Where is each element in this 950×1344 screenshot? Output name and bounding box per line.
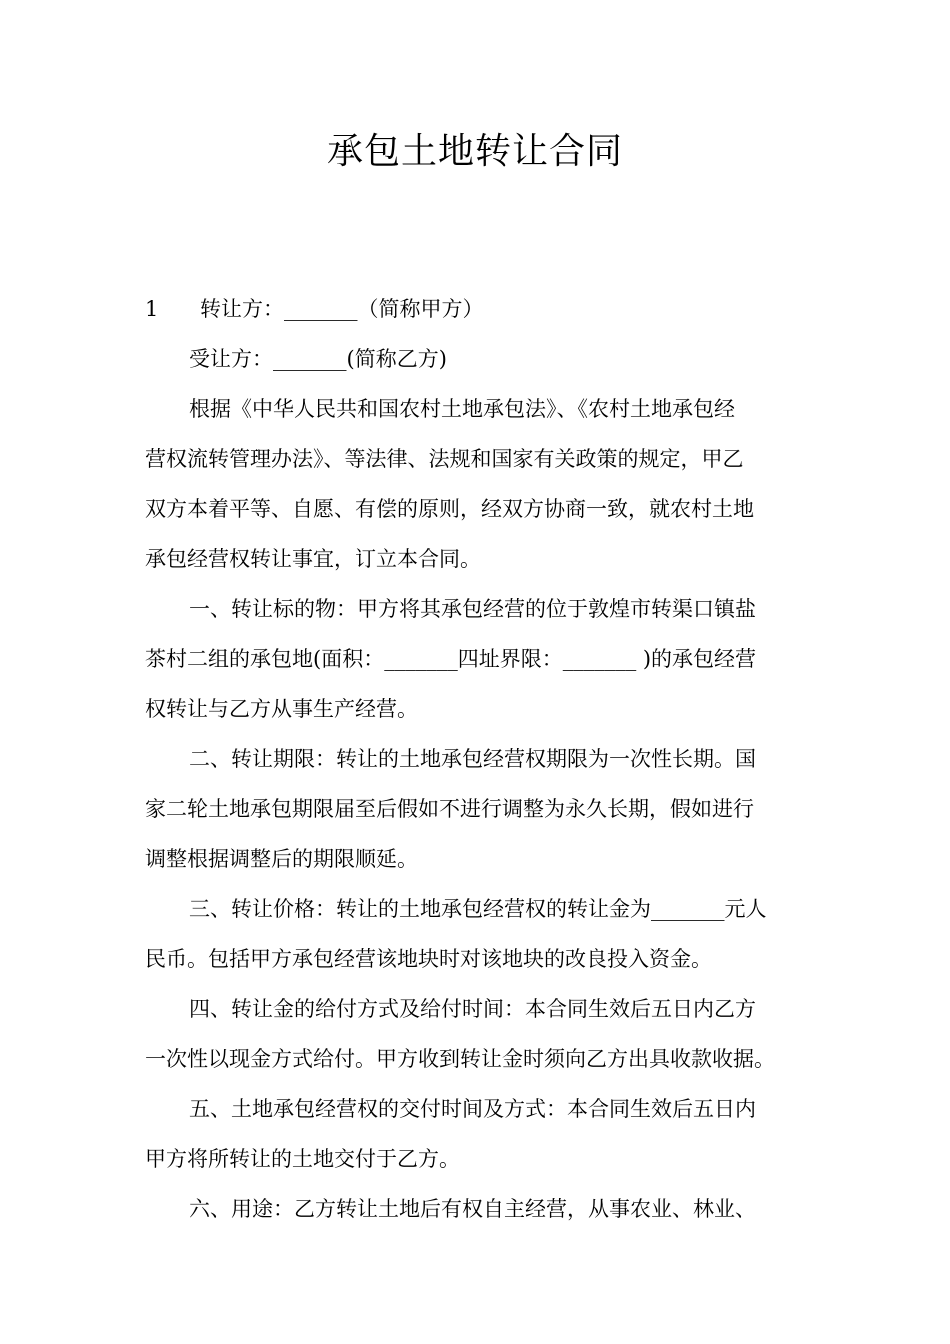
- clause-3-line: 民币。包括甲方承包经营该地块时对该地块的改良投入资金。: [145, 947, 712, 971]
- preamble-text: 根据《中华人民共和国农村土地承包法》、《农村土地承包经: [189, 397, 735, 421]
- clause-4-line: [145, 984, 805, 1034]
- party-b-suffix: (简称乙方): [346, 347, 447, 371]
- party-b-blank: _______: [273, 347, 347, 371]
- clause-3-text: 三、转让价格：转让的土地承包经营权的转让金为_______元人: [189, 897, 767, 921]
- clause-2-line: 家二轮土地承包期限届至后假如不进行调整为永久长期，假如进行: [145, 797, 754, 821]
- clause-3-line: [145, 884, 805, 934]
- clause-4-text: 四、转让金的给付方式及给付时间：本合同生效后五日内乙方: [189, 997, 756, 1021]
- clause-2-line: 调整根据调整后的期限顺延。: [145, 847, 418, 871]
- clause-2-line: [145, 734, 805, 784]
- clause-1-line: [145, 584, 805, 634]
- preamble-line: 双方本着平等、自愿、有偿的原则，经双方协商一致，就农村土地: [145, 497, 754, 521]
- party-a-blank: _______: [284, 297, 358, 321]
- preamble-line: 营权流转管理办法》、等法律、法规和国家有关政策的规定，甲乙: [145, 447, 744, 471]
- party-a-suffix: （简称甲方）: [357, 297, 484, 321]
- clause-5-text: 五、土地承包经营权的交付时间及方式：本合同生效后五日内: [189, 1097, 756, 1121]
- preamble-line: 承包经营权转让事宜，订立本合同。: [145, 547, 481, 571]
- clause-5-line: [145, 1084, 805, 1134]
- clause-1-text: 一、转让标的物：甲方将其承包经营的位于敦煌市转渠口镇盐: [189, 597, 756, 621]
- contract-body: [145, 284, 805, 1234]
- clause-6-line: [145, 1184, 805, 1234]
- clause-5-line: 甲方将所转让的土地交付于乙方。: [145, 1147, 460, 1171]
- party-a-label: 转让方：: [200, 297, 284, 321]
- clause-2-text: 二、转让期限：转让的土地承包经营权期限为一次性长期。国: [189, 747, 756, 771]
- document-title: 承包土地转让合同: [326, 131, 623, 172]
- clause-6-text: 六、用途：乙方转让土地后有权自主经营，从事农业、林业、: [189, 1197, 756, 1221]
- clause-1-line: 茶村二组的承包地(面积：_______四址界限：_______ )的承包经营: [145, 647, 757, 671]
- clause-1-line: 权转让与乙方从事生产经营。: [145, 697, 418, 721]
- clause-4-line: 一次性以现金方式给付。甲方收到转让金时须向乙方出具收款收据。: [145, 1047, 775, 1071]
- party-b-line: [145, 334, 805, 384]
- preamble-line: [145, 384, 805, 434]
- party-b-label: 受让方：: [189, 347, 273, 371]
- item-number: 1: [145, 297, 159, 321]
- party-a-line: [145, 284, 805, 334]
